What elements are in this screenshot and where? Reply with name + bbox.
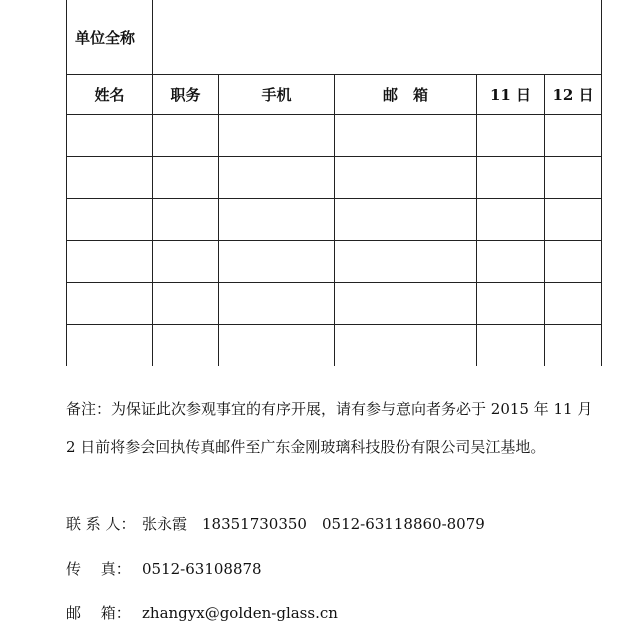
cell-day-12[interactable]	[545, 283, 602, 325]
cell-mobile[interactable]	[219, 115, 335, 157]
fax-line	[66, 558, 606, 579]
fax-label: 传 真：	[66, 560, 131, 578]
cell-name[interactable]	[67, 115, 153, 157]
email-value[interactable]: zhangyx@golden-glass.cn	[142, 604, 338, 622]
col-header-name: 姓名	[67, 75, 153, 115]
cell-name[interactable]	[67, 157, 153, 199]
table-row	[67, 241, 602, 283]
cell-title[interactable]	[153, 199, 219, 241]
cell-day-12[interactable]	[545, 241, 602, 283]
col-header-email: 邮 箱	[335, 75, 477, 115]
cell-email[interactable]	[335, 199, 477, 241]
cell-email[interactable]	[335, 115, 477, 157]
cell-day-12[interactable]	[545, 115, 602, 157]
contact-person-line	[66, 513, 606, 534]
cell-title[interactable]	[153, 115, 219, 157]
unit-name-field[interactable]	[153, 0, 602, 75]
cell-mobile[interactable]	[219, 199, 335, 241]
cell-name[interactable]	[67, 325, 153, 367]
cell-email[interactable]	[335, 157, 477, 199]
cell-name[interactable]	[67, 241, 153, 283]
col-header-day-12: 12 日	[545, 75, 602, 115]
unit-name-row	[67, 0, 602, 75]
table-row	[67, 199, 602, 241]
cell-day-12[interactable]	[545, 199, 602, 241]
cell-name[interactable]	[67, 199, 153, 241]
table-row	[67, 283, 602, 325]
col-header-mobile: 手机	[219, 75, 335, 115]
contact-person-label: 联 系 人：	[66, 515, 136, 533]
cell-mobile[interactable]	[219, 283, 335, 325]
cell-day-11[interactable]	[477, 199, 545, 241]
cell-title[interactable]	[153, 157, 219, 199]
cell-day-11[interactable]	[477, 325, 545, 367]
cell-name[interactable]	[67, 283, 153, 325]
cell-title[interactable]	[153, 241, 219, 283]
cell-mobile[interactable]	[219, 325, 335, 367]
cell-day-11[interactable]	[477, 115, 545, 157]
cell-day-12[interactable]	[545, 325, 602, 367]
notes-paragraph	[66, 390, 606, 466]
table-row	[67, 115, 602, 157]
cell-email[interactable]	[335, 241, 477, 283]
cell-email[interactable]	[335, 325, 477, 367]
cell-day-11[interactable]	[477, 157, 545, 199]
col-header-day-11: 11 日	[477, 75, 545, 115]
email-label: 邮 箱：	[66, 604, 131, 622]
cell-email[interactable]	[335, 283, 477, 325]
cell-day-12[interactable]	[545, 157, 602, 199]
cell-day-11[interactable]	[477, 241, 545, 283]
table-row	[67, 157, 602, 199]
cell-mobile[interactable]	[219, 157, 335, 199]
table-row	[67, 325, 602, 367]
cell-mobile[interactable]	[219, 241, 335, 283]
cell-title[interactable]	[153, 325, 219, 367]
table-header-row	[67, 75, 602, 115]
col-header-title: 职务	[153, 75, 219, 115]
email-line	[66, 602, 606, 623]
unit-name-label: 单位全称	[67, 0, 153, 75]
contact-person-value: 张永霞 18351730350 0512-63118860-8079	[142, 515, 485, 533]
fax-value: 0512-63108878	[142, 560, 262, 578]
notes-text: 备注：为保证此次参观事宜的有序开展，请有参与意向者务必于 2015 年 11 月 2 日前将参会回执传真邮件至广东金刚玻璃科技股份有限公司吴江基地。	[66, 400, 593, 456]
cell-day-11[interactable]	[477, 283, 545, 325]
registration-form-table	[66, 0, 602, 366]
cell-title[interactable]	[153, 283, 219, 325]
